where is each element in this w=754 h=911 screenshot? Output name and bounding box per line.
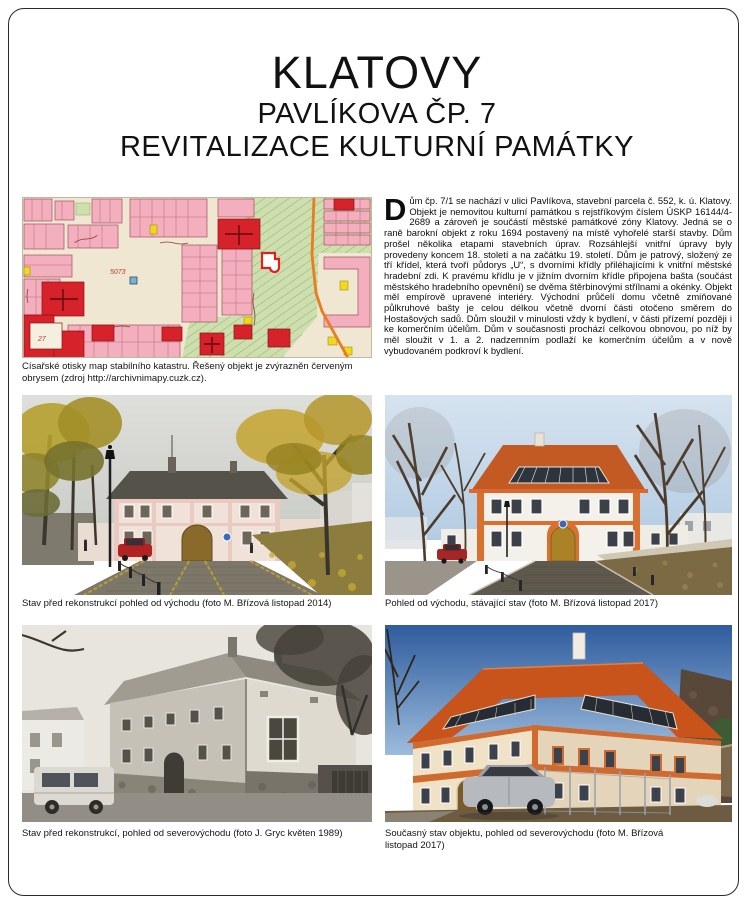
photo-before-east-image xyxy=(22,395,372,595)
chimney-1 xyxy=(228,637,237,657)
page-subtitle-street: PAVLÍKOVA ČP. 7 xyxy=(257,98,497,130)
arched-doorway xyxy=(164,752,184,795)
roof xyxy=(106,471,288,499)
map-fountain xyxy=(130,277,137,284)
map-courtyard-number: 27 xyxy=(38,336,46,343)
drop-cap: D xyxy=(384,192,407,227)
photo-east-current xyxy=(385,395,732,595)
photo-before-northeast xyxy=(22,625,372,822)
left-sidewalk xyxy=(385,561,477,595)
page-title: KLATOVY xyxy=(271,47,483,98)
map-square-number: 5073 xyxy=(110,269,126,276)
eave-band xyxy=(469,489,648,493)
page-subtitle-project: REVITALIZACE KULTURNÍ PAMÁTKY xyxy=(119,131,635,163)
title-block xyxy=(0,48,754,164)
cadastral-map-figure xyxy=(22,197,372,358)
photo-before-northeast-image xyxy=(22,625,372,822)
photo-current-northeast xyxy=(385,625,732,822)
photo-current-northeast-image xyxy=(385,625,732,822)
map-caption: Císařské otisky map stabilního katastru. Řešený objekt je zvýrazněn červeným obrysem (zdroj http://archivnimapy.cuzk.cz). xyxy=(22,361,353,384)
map-courtyard-27 xyxy=(30,323,62,349)
round-traffic-sign xyxy=(223,533,231,541)
photo-before-east xyxy=(22,395,372,595)
chimney xyxy=(535,433,544,446)
white-sack xyxy=(696,795,718,807)
photo-current-northeast-caption: Současný stav objektu, pohled od severovýchodu (foto M. Břízová listopad 2017) xyxy=(385,828,664,851)
cadastral-map-image xyxy=(22,197,372,358)
white-chimney xyxy=(573,633,585,659)
photo-east-current-image xyxy=(385,395,732,595)
intro-paragraph xyxy=(384,192,732,357)
gable-window xyxy=(268,717,298,761)
photo-before-east-caption: Stav před rekonstrukcí pohled od východu (foto M. Břízová listopad 2014) xyxy=(22,598,332,609)
arched-gate xyxy=(182,525,212,561)
arched-gate xyxy=(551,527,575,561)
intro-text: ům čp. 7/1 se nachází v ulici Pavlíkova, stavební parcela č. 552, k. ú. Klatovy. Objekt je nemovitou kulturní památkou s rejstříkovým číslem ÚSKP 16144/4-2689 a zároveň je součástí městské památkové zóny Klatovy. Jedná se o raně barokní objekt z roku 1694 postavený na místě vyhořelé starší stavby. Dům prošel několika etapami stavebních úprav. Rozsáhlejší vnitřní úpravy byly provedeny koncem 18. století a na začátku 19. století. Dům je patrový, složený ze tří křídel, která tvoří půdorys „U“, s dvorními křídly přiléhajícími k vnitřní městské hradební zdi. K pravému křídlu je v jižním dvorním křídle připojena bašta (součást městského hradebního opevnění) se dvěma štěrbinovými střílnami a okénky. Objekt měl empírově upravené interiéry. Východní průčelí domu včetně zmiňované půlkruhové bašty je celou délkou včetně dvorní části otočeno směrem do Hostašových sadů. Dům sloužil v minulosti vždy k bydlení, v části přízemí později i ke komerčním účelům. Dům v současnosti prochází celkovou obnovou, po níž by měl sloužit v 1. a 2. nadzemním podlaží ke komerčním účelům a v nově vybudovaném podkroví k bydlení. xyxy=(384,195,732,356)
round-traffic-sign xyxy=(559,520,567,528)
photo-east-current-caption: Pohled od východu, stávající stav (foto M. Břízová listopad 2017) xyxy=(385,598,659,609)
photo-before-northeast-caption: Stav před rekonstrukcí, pohled od severovýchodu (foto J. Gryc květen 1989) xyxy=(22,828,343,839)
